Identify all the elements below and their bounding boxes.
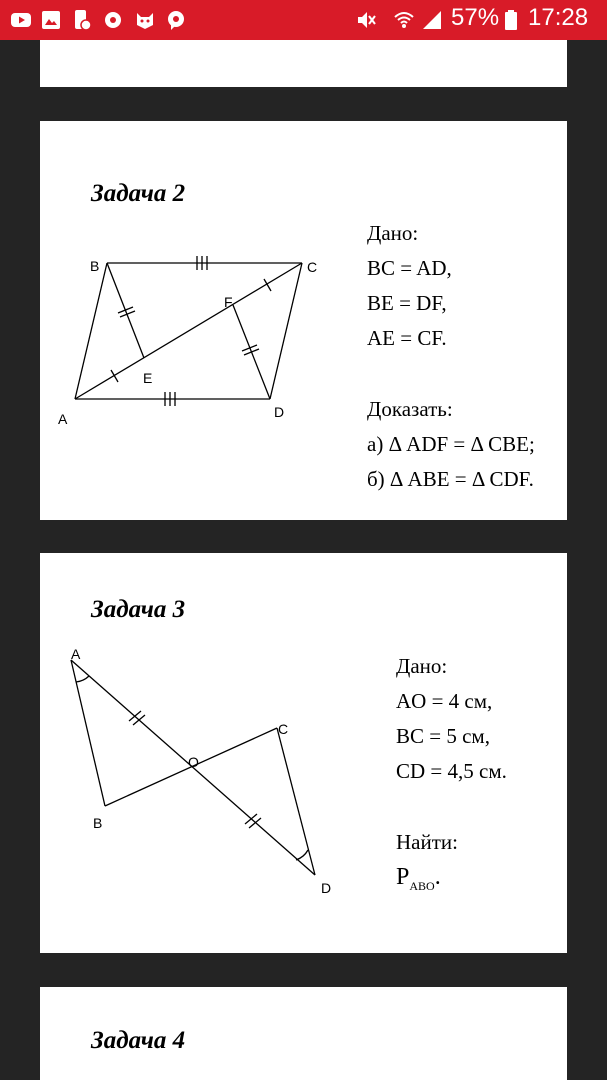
settings-icon xyxy=(102,9,124,31)
prove-label: Доказать: xyxy=(367,397,453,421)
task3-card xyxy=(40,553,567,953)
label-c: C xyxy=(278,721,289,737)
previous-task-card xyxy=(40,40,567,87)
given-line: AO = 4 см, xyxy=(396,689,493,713)
cat-icon xyxy=(134,9,156,31)
label-o: O xyxy=(188,754,199,770)
task4-card xyxy=(40,987,567,1080)
side-ab xyxy=(75,263,107,399)
label-b: B xyxy=(90,258,100,274)
status-bar xyxy=(0,0,607,40)
diagonal-ac xyxy=(75,263,302,399)
task3-title: Задача 3 xyxy=(91,596,186,623)
mute-icon xyxy=(355,9,377,31)
clock: 17:28 xyxy=(528,4,589,31)
task2-title: Задача 2 xyxy=(91,180,186,207)
given-label: Дано: xyxy=(396,654,448,678)
label-b: B xyxy=(93,815,103,831)
perimeter-period: . xyxy=(434,864,441,890)
task2-card xyxy=(40,121,567,520)
label-f: F xyxy=(224,294,233,310)
prove-line: а) Δ ADF = Δ CBE; xyxy=(367,432,535,456)
label-d: D xyxy=(321,880,332,896)
perimeter-symbol: P xyxy=(396,864,410,890)
given-line: CD = 4,5 см. xyxy=(396,759,507,783)
phone-icon xyxy=(70,9,92,31)
given-line: BC = AD, xyxy=(367,256,452,280)
task2-prove xyxy=(367,392,535,497)
perimeter-subscript: ABO xyxy=(409,878,435,893)
label-d: D xyxy=(274,404,285,420)
label-c: C xyxy=(307,259,318,275)
task2-figure xyxy=(40,121,360,520)
given-line: BC = 5 см, xyxy=(396,724,490,748)
signal-icon xyxy=(421,9,443,31)
task3-figure xyxy=(40,553,360,953)
label-a: A xyxy=(71,646,81,662)
battery-icon xyxy=(504,9,518,31)
gallery-icon xyxy=(40,9,62,31)
given-label: Дано: xyxy=(367,221,419,245)
label-a: A xyxy=(58,411,68,427)
side-cd xyxy=(270,263,302,399)
wifi-icon xyxy=(393,9,415,31)
given-line: BE = DF, xyxy=(367,291,447,315)
battery-percent: 57% xyxy=(451,4,500,31)
youtube-icon xyxy=(10,9,32,31)
segment-cd xyxy=(277,728,315,875)
find-label: Найти: xyxy=(396,830,458,854)
prove-line: б) Δ ABE = Δ CDF. xyxy=(367,467,534,491)
task3-find xyxy=(396,825,458,904)
find-value xyxy=(396,860,458,904)
task2-given xyxy=(367,216,452,356)
viber-icon xyxy=(165,9,187,31)
task3-given xyxy=(396,649,507,789)
given-line: AE = CF. xyxy=(367,326,447,350)
label-e: E xyxy=(143,370,153,386)
task4-title: Задача 4 xyxy=(91,1027,186,1054)
